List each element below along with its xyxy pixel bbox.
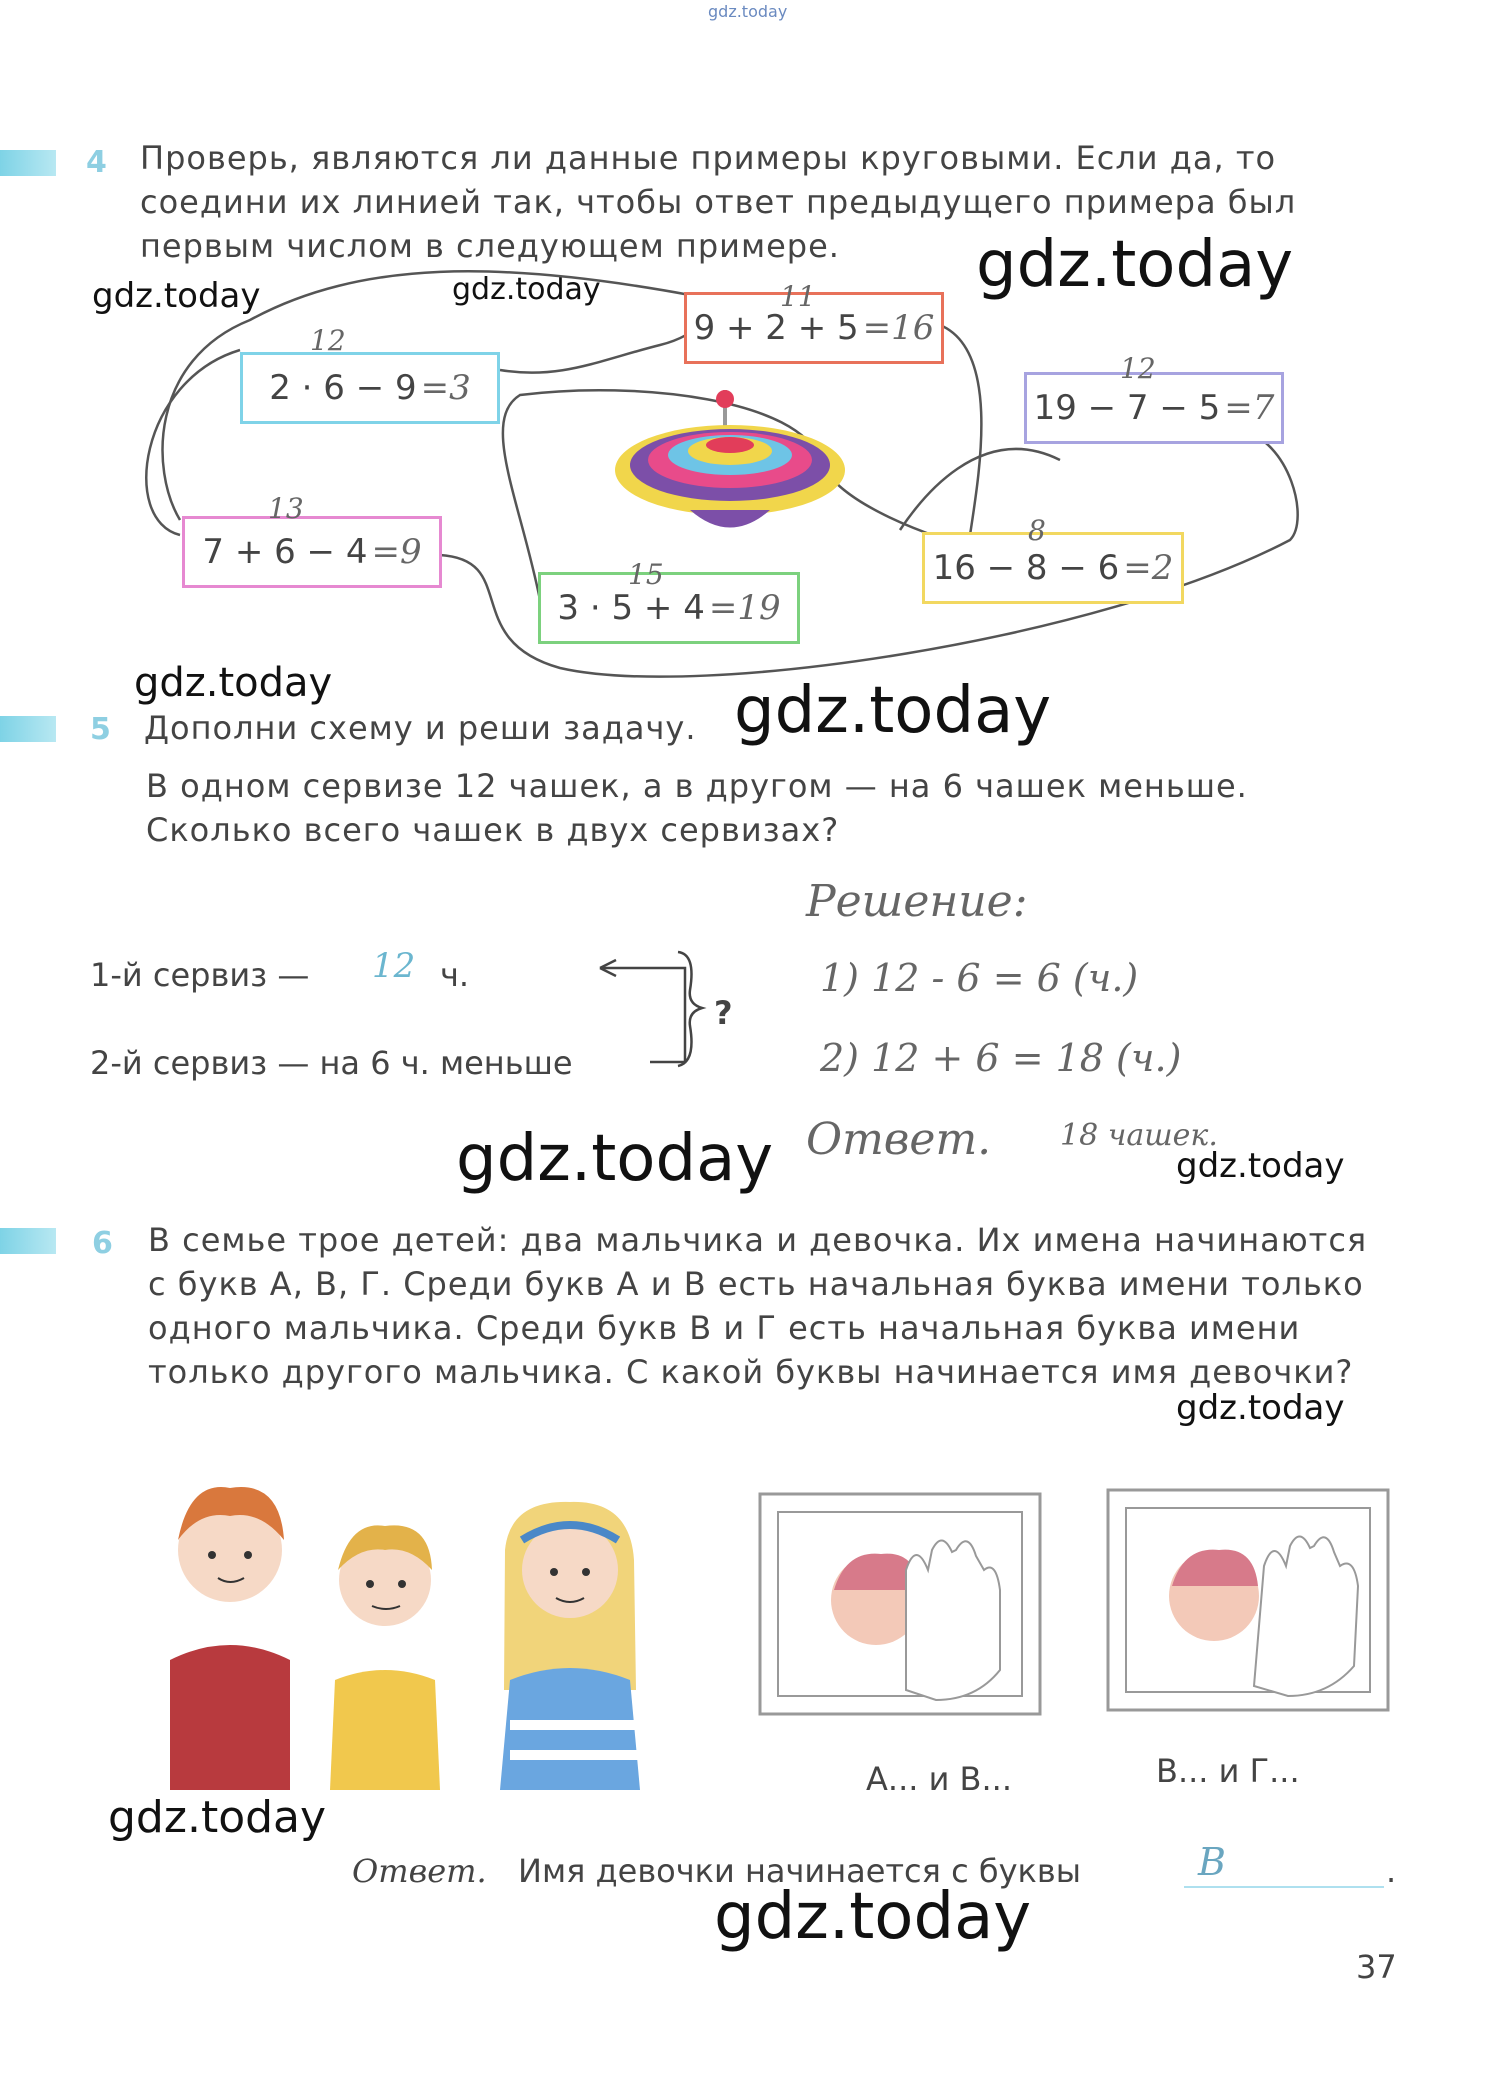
note-3: 12 [1120,352,1156,385]
task-6-answer-end: . [1386,1852,1397,1890]
example-box-6: 16 − 8 − 6 = 2 [922,532,1184,604]
example-expression: 7 + 6 − 4 [202,532,368,572]
example-expression: 9 + 2 + 5 [693,308,859,348]
task-5-number: 5 [90,712,111,747]
task-4-text: Проверь, являются ли данные примеры круговыми. Если да, то соедини их линией так, чтобы ответ предыдущего примера был первым числом в следующем примере. [140,139,1297,265]
example-answer: 9 [399,532,422,572]
task-6-text: В семье трое детей: два мальчика и девочка. Их имена начинаются с букв А, В, Г. Среди букв А и В есть начальная буква имени только одного мальчика. Среди букв В и Г есть начальная буква имени только другого мальчика. С какой буквы начинается имя девочки? [148,1221,1368,1391]
example-answer: 2 [1151,548,1174,588]
task-6-answer-label: Ответ. [352,1852,487,1890]
watermark: gdz.today [452,272,601,307]
example-box-3: 19 − 7 − 5 = 7 [1024,372,1284,444]
scheme-row1-unit: ч. [440,956,470,994]
example-answer: 16 [891,308,935,348]
scheme-row1-label: 1-й сервиз — [90,956,310,994]
portrait-frame-2 [1104,1486,1394,1716]
solution-answer-value: 18 чашек. [1060,1118,1218,1153]
caption-1: А... и В... [866,1760,1013,1798]
scheme-row2-label: 2-й сервиз — на 6 ч. меньше [90,1044,573,1082]
example-box-1: 9 + 2 + 5 = 16 [684,292,944,364]
task-4-number: 4 [86,145,107,180]
answer-line [1184,1886,1384,1888]
task-5-heading: Дополни схему и реши задачу. [144,709,697,747]
watermark: gdz.today [134,660,333,706]
page-number: 37 [1356,1948,1397,1986]
watermark: gdz.today [456,1122,774,1196]
watermark: gdz.today [108,1792,327,1843]
task-5-tab [0,716,56,742]
example-expression: 3 · 5 + 4 [557,588,705,628]
example-answer: 3 [449,368,471,408]
spinning-top-illustration [610,385,860,545]
scheme-question: ? [714,994,733,1032]
children-illustration [150,1460,690,1800]
solution-title: Решение: [806,876,1028,927]
solution-answer-label: Ответ. [806,1114,992,1165]
example-expression: 16 − 8 − 6 [932,548,1120,588]
watermark: gdz.today [714,1880,1032,1954]
example-answer: 7 [1252,388,1275,428]
watermark: gdz.today [1176,1388,1345,1428]
example-box-4: 7 + 6 − 4 = 9 [182,516,442,588]
example-answer: 19 [737,588,781,628]
watermark: gdz.today [734,674,1052,748]
example-expression: 2 · 6 − 9 [269,368,417,408]
task-6-answer-value: В [1198,1840,1226,1884]
example-box-2: 2 · 6 − 9 = 3 [240,352,500,424]
note-6: 8 [1028,514,1046,547]
scheme-row1-value: 12 [372,946,416,986]
example-expression: 19 − 7 − 5 [1033,388,1221,428]
note-1: 11 [780,280,816,313]
note-4: 13 [268,492,304,525]
caption-2: В... и Г... [1156,1752,1300,1790]
task-6-answer-text: Имя девочки начинается с буквы [518,1852,1081,1890]
solution-line-1: 1) 12 - 6 = 6 (ч.) [820,956,1139,1000]
watermark: gdz.today [92,276,261,316]
task-5-text: В одном сервизе 12 чашек, а в другом — на 6 чашек меньше. Сколько всего чашек в двух сервизах? [146,767,1248,849]
watermark: gdz.today [1176,1146,1345,1186]
portrait-frame-1 [756,1490,1046,1720]
note-2: 12 [310,324,346,357]
watermark: gdz.today [976,228,1294,302]
example-box-5: 3 · 5 + 4 = 19 [538,572,800,644]
task-6-tab [0,1228,56,1254]
note-5: 15 [628,558,664,591]
solution-line-2: 2) 12 + 6 = 18 (ч.) [820,1036,1182,1080]
task-6-number: 6 [92,1226,113,1261]
watermark-top: gdz.today [708,2,788,21]
scheme-bracket [590,940,730,1080]
